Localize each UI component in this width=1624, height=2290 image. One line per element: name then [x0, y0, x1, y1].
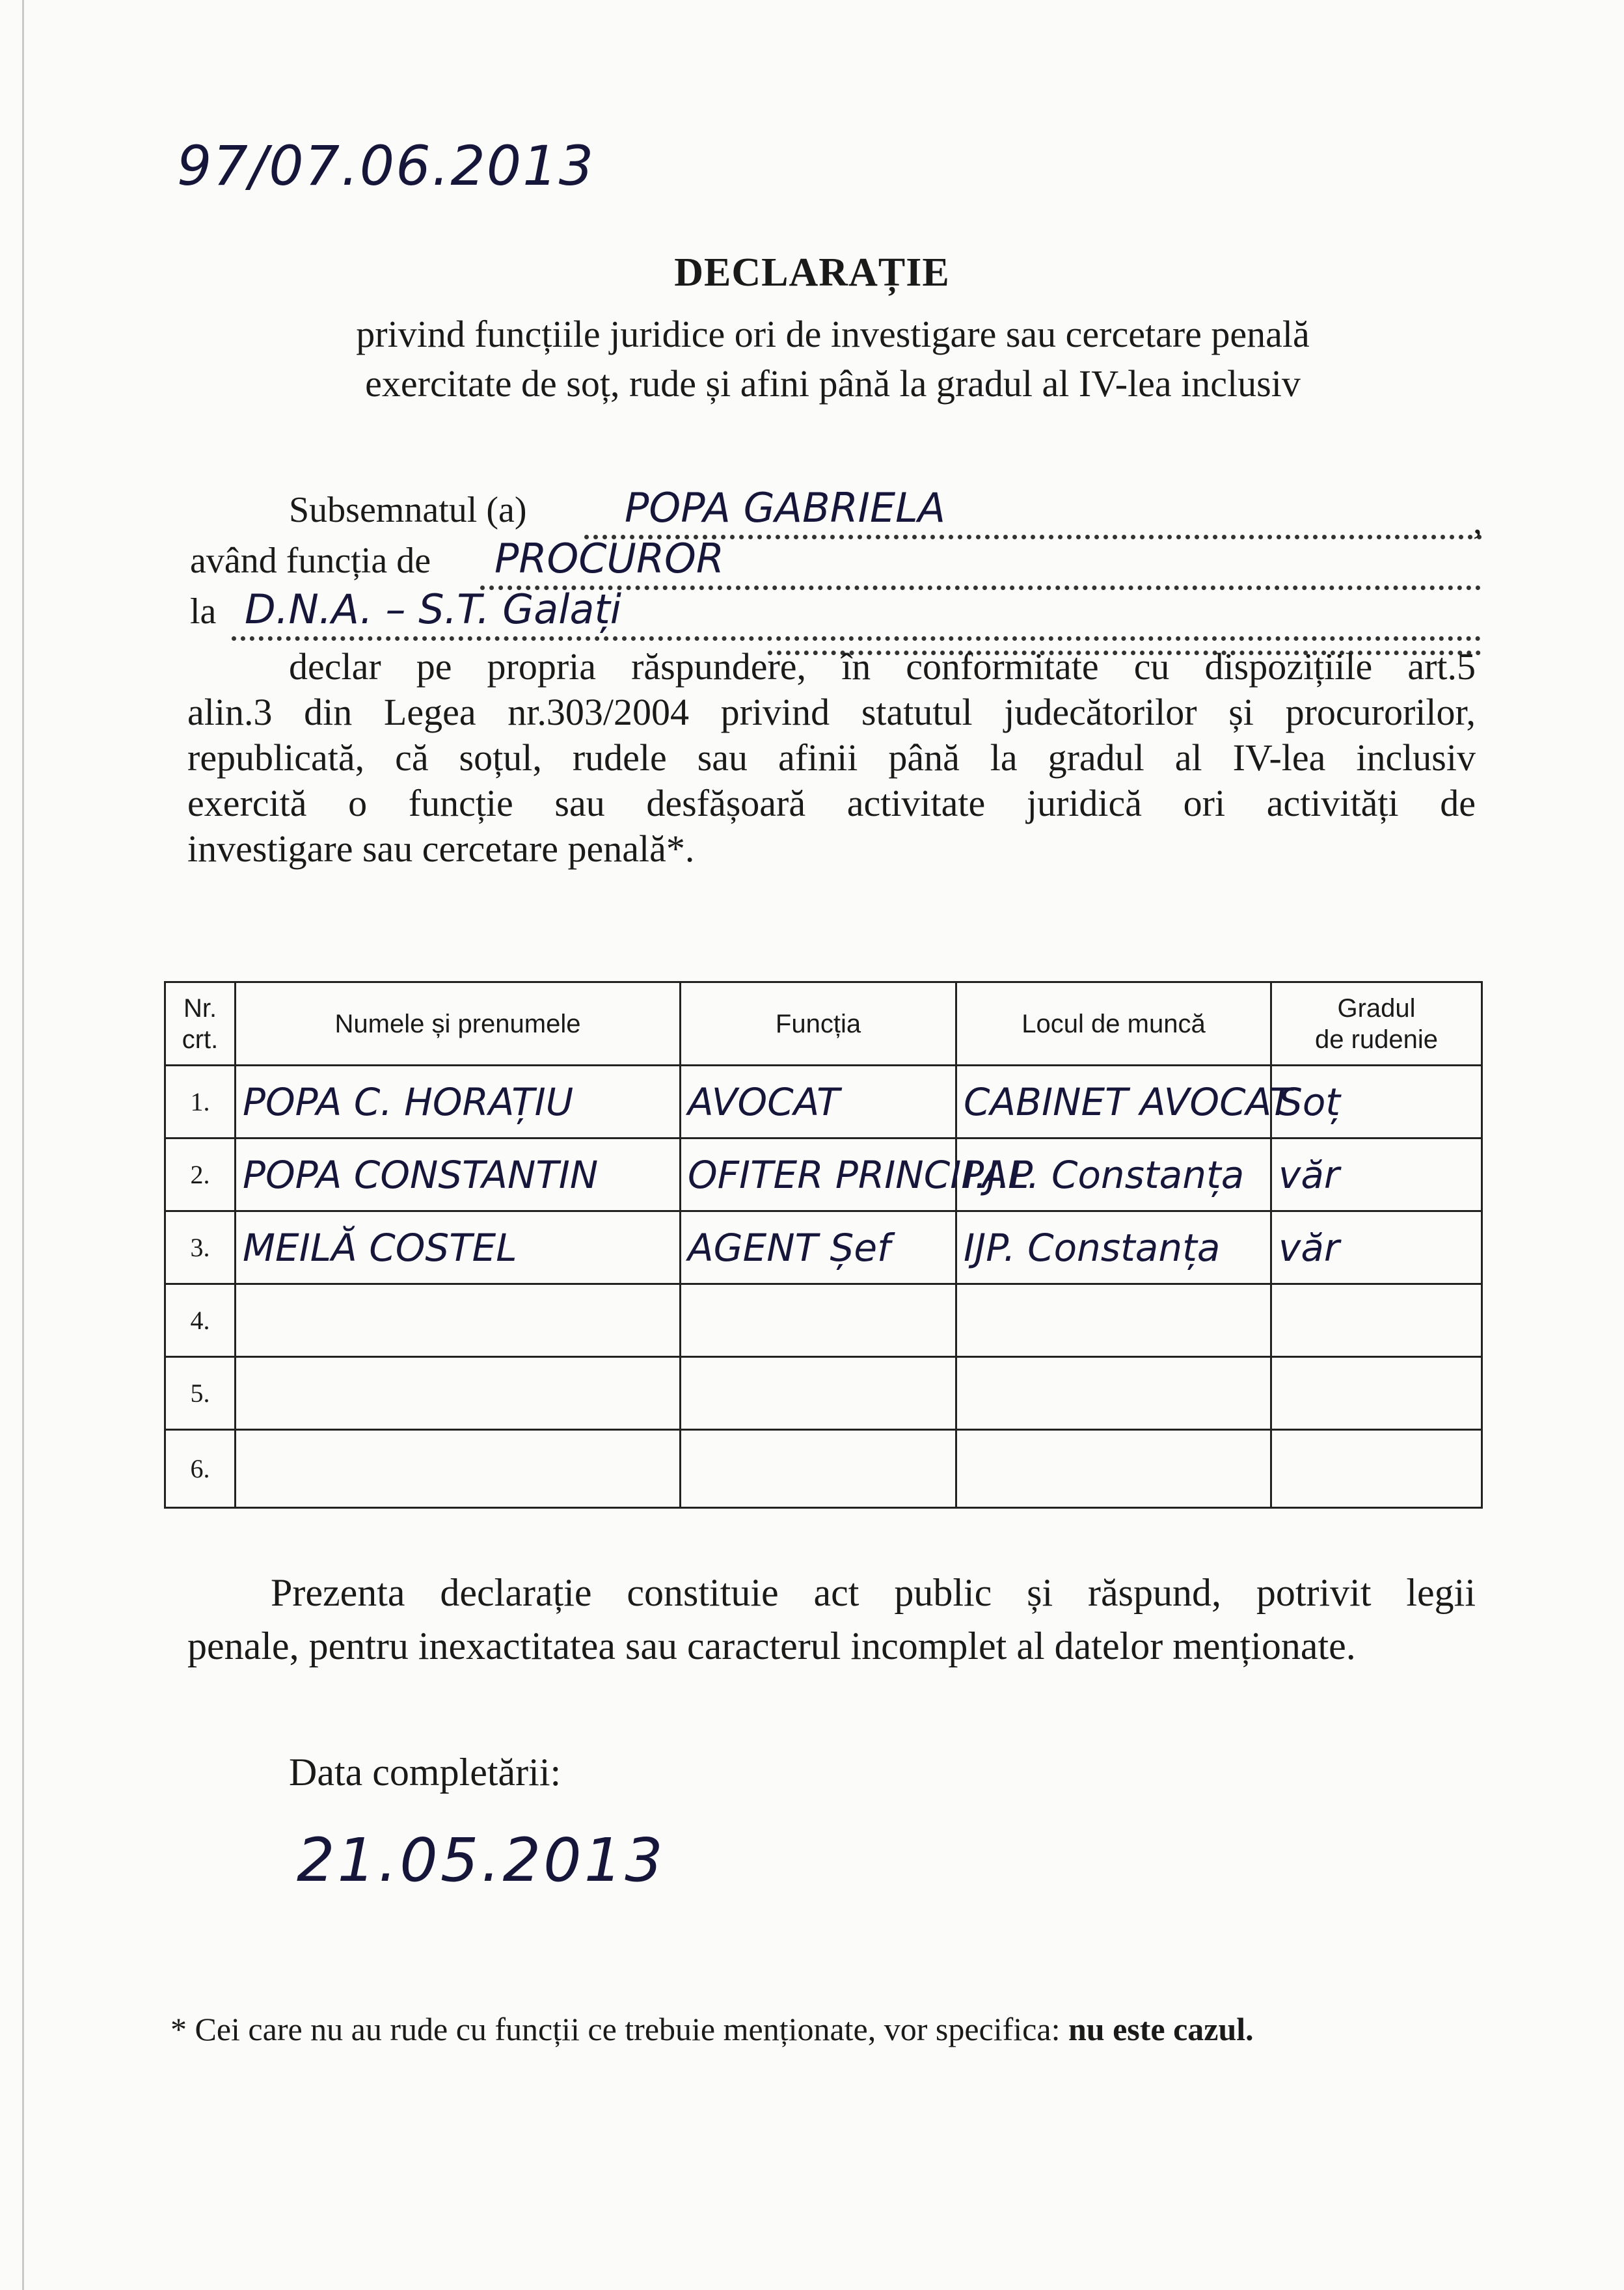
footnote-bold: nu este cazul. — [1068, 2011, 1254, 2047]
registration-number: 97/07.06.2013 — [177, 134, 595, 198]
table-row — [165, 1138, 1482, 1211]
header-nr: Nr. crt. — [165, 982, 236, 1066]
cell-degree — [1271, 1430, 1482, 1508]
header-function: Funcția — [681, 982, 956, 1066]
cell-degree: văr — [1271, 1211, 1482, 1284]
cell-degree: Soț — [1271, 1066, 1482, 1138]
cell-function: OFITER PRINCIPAL — [681, 1138, 956, 1211]
cell-workplace — [956, 1284, 1271, 1357]
declaration-line: investigare sau cercetare penală*. — [187, 828, 695, 870]
place-dotted-line — [232, 636, 1481, 641]
header-degree: Gradul de rudenie — [1271, 982, 1482, 1066]
cell-nr: 5. — [165, 1357, 236, 1430]
declaration-paragraph — [187, 644, 1476, 872]
name-comma: , — [1473, 502, 1482, 542]
date-label: Data completării: — [289, 1751, 562, 1794]
cell-function — [681, 1284, 956, 1357]
cell-function: AGENT Șef — [681, 1211, 956, 1284]
header-name: Numele și prenumele — [236, 982, 681, 1066]
cell-function — [681, 1430, 956, 1508]
declaration-line: republicată, că soțul, rudele sau afinii până la gradul al IV-lea inclusiv — [187, 736, 1476, 779]
subtitle-line-1: privind funcțiile juridice ori de investigare sau cercetare penală — [356, 313, 1310, 355]
place-label: la — [190, 591, 217, 632]
cell-nr: 6. — [165, 1430, 236, 1508]
cell-workplace — [956, 1430, 1271, 1508]
cell-name: MEILĂ COSTEL — [236, 1211, 681, 1284]
header-workplace: Locul de muncă — [956, 982, 1271, 1066]
table-row — [165, 1066, 1482, 1138]
cell-nr: 4. — [165, 1284, 236, 1357]
scan-edge — [22, 0, 24, 2290]
function-value: PROCUROR — [494, 535, 724, 582]
table-row — [165, 1357, 1482, 1430]
table-row — [165, 1211, 1482, 1284]
cell-name: POPA C. HORAȚIU — [236, 1066, 681, 1138]
cell-function: AVOCAT — [681, 1066, 956, 1138]
function-dotted-line — [480, 586, 1481, 590]
cell-workplace: CABINET AVOCAT — [956, 1066, 1271, 1138]
closing-line-2: penale, pentru inexactitatea sau caracterul incomplet al datelor menționate. — [187, 1624, 1356, 1667]
declaration-line: exercită o funcție sau desfășoară activitate juridică ori activități de — [187, 782, 1476, 824]
name-value: POPA GABRIELA — [625, 484, 946, 532]
footnote-text: * Cei care nu au rude cu funcții ce trebuie menționate, vor specifica: — [170, 2011, 1061, 2047]
table-header-row — [165, 982, 1482, 1066]
table-row — [165, 1284, 1482, 1357]
cell-name — [236, 1430, 681, 1508]
cell-nr: 3. — [165, 1211, 236, 1284]
closing-line-1: Prezenta declarație constituie act public și răspund, potrivit legii — [271, 1571, 1476, 1614]
subtitle-line-2: exercitate de soț, rude și afini până la gradul al IV-lea inclusiv — [365, 362, 1301, 405]
cell-name: POPA CONSTANTIN — [236, 1138, 681, 1211]
cell-degree — [1271, 1357, 1482, 1430]
declaration-line: alin.3 din Legea nr.303/2004 privind statutul judecătorilor și procurorilor, — [187, 691, 1476, 733]
declaration-line: declar pe propria răspundere, în conformitate cu dispozițiile art.5 — [289, 645, 1476, 688]
place-value: D.N.A. – S.T. Galați — [245, 586, 622, 633]
cell-function — [681, 1357, 956, 1430]
cell-nr: 2. — [165, 1138, 236, 1211]
cell-workplace: IJP. Constanța — [956, 1211, 1271, 1284]
cell-degree — [1271, 1284, 1482, 1357]
table-row — [165, 1430, 1482, 1508]
date-value: 21.05.2013 — [297, 1825, 666, 1895]
footnote — [170, 2010, 1254, 2048]
relatives-table — [164, 981, 1483, 1509]
name-label: Subsemnatul (a) — [289, 490, 527, 530]
cell-degree: văr — [1271, 1138, 1482, 1211]
cell-workplace: I.J.P. Constanța — [956, 1138, 1271, 1211]
cell-workplace — [956, 1357, 1271, 1430]
document-title: DECLARAȚIE — [674, 250, 950, 295]
function-label: având funcția de — [190, 541, 431, 581]
cell-name — [236, 1357, 681, 1430]
cell-name — [236, 1284, 681, 1357]
cell-nr: 1. — [165, 1066, 236, 1138]
